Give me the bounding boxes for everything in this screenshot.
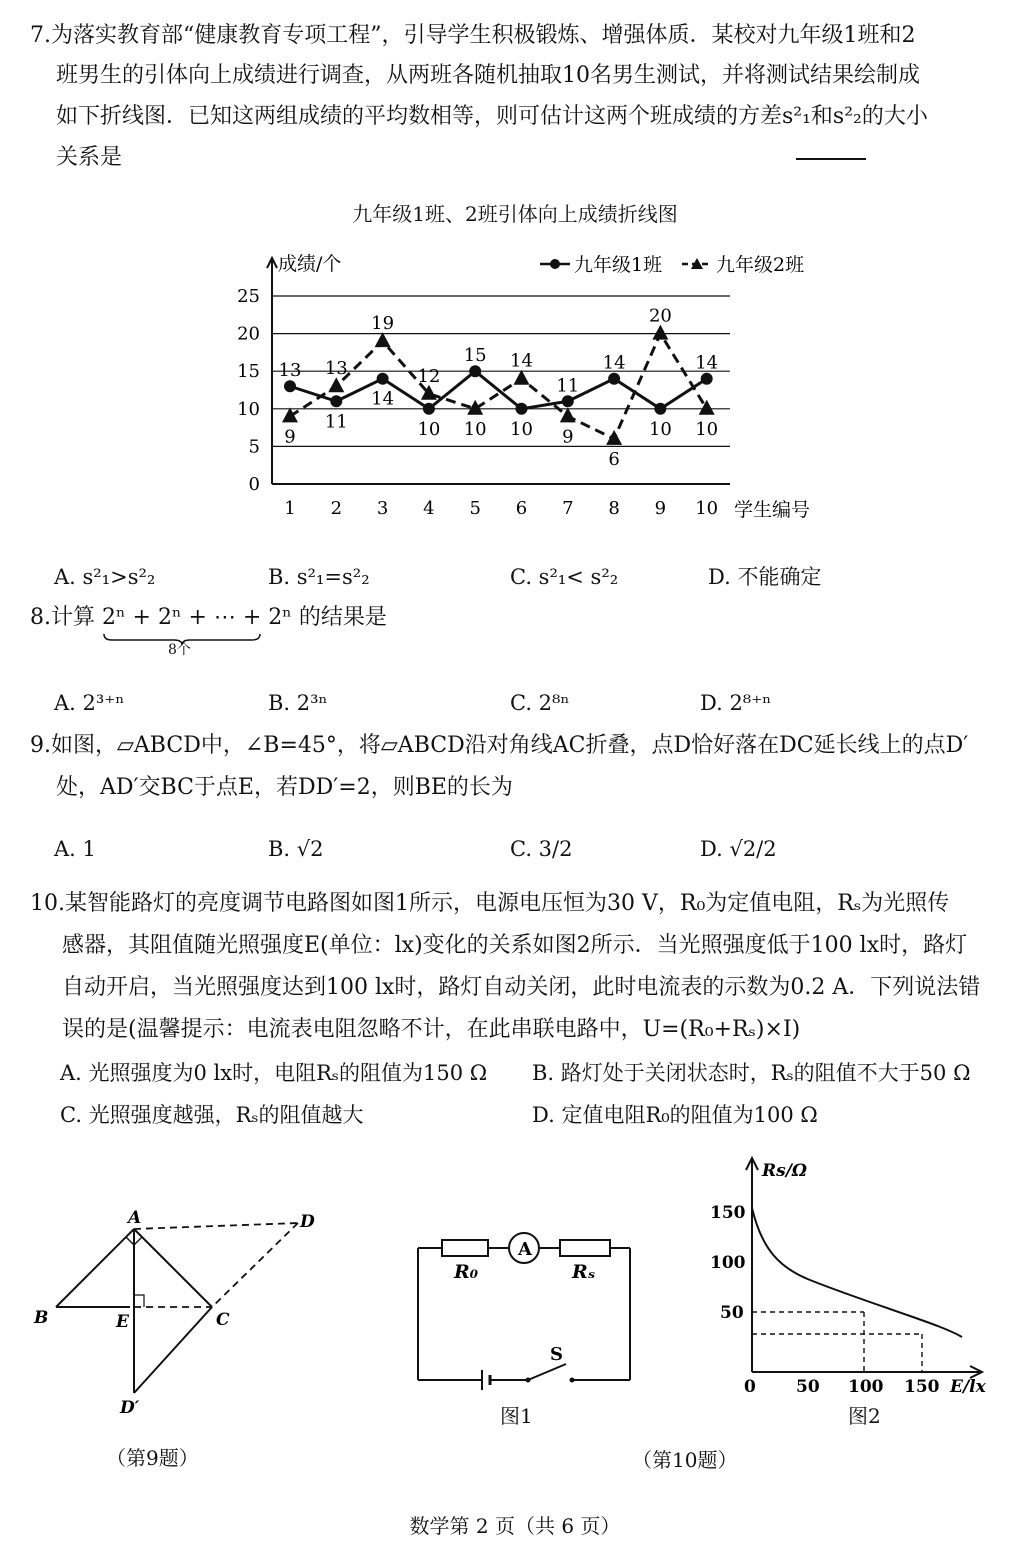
series-2-point <box>514 370 530 385</box>
series-2-data-label: 10 <box>695 418 719 440</box>
x-tick-label: 7 <box>562 498 574 519</box>
line-chart <box>230 240 830 530</box>
q7-option-d[interactable]: D. 不能确定 <box>708 565 822 589</box>
series-2-data-label: 20 <box>648 305 672 327</box>
x-tick-label: 5 <box>469 498 481 519</box>
q8-option-b[interactable]: B. 2³ⁿ <box>268 691 328 715</box>
series-2-data-label: 9 <box>284 426 296 448</box>
y-tick-label: 5 <box>248 436 260 458</box>
q8-expression: 2ⁿ + 2ⁿ + ⋯ + 2ⁿ 8个 <box>102 605 292 658</box>
point-d: D <box>300 1212 315 1232</box>
q10-option-b[interactable]: B. 路灯处于关闭状态时，Rₛ的阻值不大于50 Ω <box>532 1061 971 1085</box>
y-tick-50: 50 <box>720 1303 744 1323</box>
series-1-point <box>377 373 389 385</box>
q7-option-a[interactable]: A. s²₁>s²₂ <box>54 565 156 589</box>
q7-line1: 7.为落实教育部“健康教育专项工程”，引导学生积极锻炼、增强体质．某校对九年级1班和2 <box>30 23 916 48</box>
series-2-point <box>560 407 576 422</box>
series-2-point <box>606 430 622 445</box>
q8-number: 8. <box>30 605 51 630</box>
series-1-data-label: 11 <box>556 375 580 397</box>
series-1-point <box>654 403 666 415</box>
q10-rs-graph <box>700 1150 1000 1400</box>
x-tick-100: 100 <box>848 1377 884 1397</box>
q7-line2: 班男生的引体向上成绩进行调查，从两班各随机抽取10名男生测试，并将测试结果绘制成 <box>56 63 920 88</box>
q8-stem: 8.计算 2ⁿ + 2ⁿ + ⋯ + 2ⁿ 8个 的结果是 <box>30 598 387 638</box>
rs-resistor <box>560 1240 610 1256</box>
right-angle-mark-e <box>134 1295 144 1307</box>
series-1-data-label: 13 <box>278 360 302 382</box>
q9-figure <box>20 1195 340 1425</box>
series-1-data-label: 10 <box>510 418 533 440</box>
x-tick-50: 50 <box>796 1377 820 1397</box>
series-2-data-label: 10 <box>463 418 487 440</box>
switch-label: S <box>550 1344 563 1365</box>
series-2-data-label: 9 <box>562 426 574 448</box>
series-2-point <box>282 407 298 422</box>
point-e: E <box>116 1312 129 1332</box>
x-tick-label: 1 <box>284 498 296 519</box>
fig1-caption: 图1 <box>500 1404 533 1428</box>
rs-label: Rₛ <box>572 1261 596 1283</box>
series-1-data-label: 10 <box>417 418 441 440</box>
q8-option-d[interactable]: D. 2⁸⁺ⁿ <box>700 691 772 715</box>
r0-label: R₀ <box>454 1261 479 1283</box>
q7-line4: 关系是 <box>56 145 123 170</box>
x-tick-150: 150 <box>904 1377 940 1397</box>
q10-line4: 误的是(温馨提示：电流表电阻忽略不计，在此串联电路中，U=(R₀+Rₛ)×I) <box>62 1017 801 1042</box>
series-2-data-label: 13 <box>324 358 348 380</box>
legend-marker-1 <box>550 259 560 269</box>
series-1-data-label: 15 <box>463 345 487 367</box>
series-2-data-label: 12 <box>417 365 441 387</box>
series-1-point <box>423 403 435 415</box>
series-2-point <box>652 325 668 340</box>
q9-option-d[interactable]: D. √2/2 <box>700 837 777 861</box>
q9-option-b[interactable]: B. √2 <box>268 837 324 861</box>
point-c: C <box>216 1310 230 1330</box>
y-tick-label: 0 <box>248 474 260 495</box>
x-tick-label: 4 <box>423 498 435 519</box>
series-1-point <box>562 395 574 407</box>
q10-line1: 10.某智能路灯的亮度调节电路图如图1所示，电源电压恒为30 V，R₀为定值电阻，Rₛ为光照传 <box>30 891 950 916</box>
series-1-point <box>608 373 620 385</box>
legend-label-1: 九年级1班 <box>574 254 663 276</box>
series-1-point <box>330 395 342 407</box>
q9-line2: 处，AD′交BC于点E，若DD′=2，则BE的长为 <box>56 775 513 800</box>
q7-line3: 如下折线图．已知这两组成绩的平均数相等，则可估计这两个班成绩的方差s²₁和s²₂的大小 <box>56 104 928 129</box>
series-1-data-label: 14 <box>371 388 395 410</box>
rs-curve <box>752 1208 962 1337</box>
q9-option-c[interactable]: C. 3/2 <box>510 837 573 861</box>
y-tick-label: 20 <box>237 323 260 345</box>
series-1-data-label: 10 <box>648 418 672 440</box>
series-1-point <box>284 380 296 392</box>
series-1-point <box>469 365 481 377</box>
q9-line1: 9.如图，▱ABCD中，∠B=45°，将▱ABCD沿对角线AC折叠，点D恰好落在DC延长线上的点D′ <box>30 733 969 758</box>
switch <box>528 1364 566 1380</box>
x-tick-label: 9 <box>654 498 667 519</box>
series-1-data-label: 14 <box>695 352 719 374</box>
y-tick-label: 15 <box>237 361 260 383</box>
ammeter-label: A <box>518 1239 532 1260</box>
series-2-data-label: 19 <box>371 313 395 335</box>
legend-label-2: 九年级2班 <box>716 254 805 276</box>
q10-line2: 感器，其阻值随光照强度E(单位：lx)变化的关系如图2所示．当光照强度低于100 lx时，路灯 <box>62 933 968 958</box>
series-1-point <box>701 373 713 385</box>
brace-label: 8个 <box>168 642 191 658</box>
y-tick-label: 25 <box>237 286 260 307</box>
q10-line3: 自动开启，当光照强度达到100 lx时，路灯自动关闭，此时电流表的示数为0.2 A．下列说法错 <box>62 975 981 1000</box>
q8-option-c[interactable]: C. 2⁸ⁿ <box>510 691 570 715</box>
series-2-line <box>290 334 707 439</box>
x-tick-label: 6 <box>515 498 528 519</box>
q10-option-d[interactable]: D. 定值电阻R₀的阻值为100 Ω <box>532 1103 818 1127</box>
series-1-data-label: 14 <box>602 352 626 374</box>
x-axis-label: 学生编号 <box>734 499 811 521</box>
q8-option-a[interactable]: A. 2³⁺ⁿ <box>54 691 125 715</box>
q10-option-a[interactable]: A. 光照强度为0 lx时，电阻Rₛ的阻值为150 Ω <box>60 1061 488 1085</box>
q10-option-c[interactable]: C. 光照强度越强，Rₛ的阻值越大 <box>60 1103 364 1127</box>
series-1-data-label: 11 <box>324 411 348 433</box>
x-tick-label: 10 <box>695 498 719 519</box>
x-tick-label: 8 <box>608 498 620 519</box>
q9-figure-caption: （第9题） <box>106 1446 199 1470</box>
y-tick-100: 100 <box>710 1253 746 1273</box>
answer-blank <box>796 158 866 160</box>
series-2-point <box>375 332 391 347</box>
point-b: B <box>34 1308 49 1328</box>
r0-resistor <box>442 1240 488 1256</box>
q10-number: 10. <box>30 891 65 916</box>
q7-option-b[interactable]: B. s²₁=s²₂ <box>268 565 370 589</box>
q7-number: 7. <box>30 23 51 48</box>
q9-number: 9. <box>30 733 51 758</box>
point-d-prime: D′ <box>120 1398 140 1418</box>
fig2-caption: 图2 <box>848 1404 881 1428</box>
q9-option-a[interactable]: A. 1 <box>54 837 96 861</box>
series-2-data-label: 6 <box>608 448 620 470</box>
x-tick-0: 0 <box>744 1377 756 1397</box>
series-2-data-label: 14 <box>510 350 533 372</box>
y-tick-150: 150 <box>710 1203 746 1223</box>
y-tick-label: 10 <box>237 398 260 420</box>
series-1-line <box>290 371 707 409</box>
series-2-point <box>328 377 344 392</box>
x-tick-label: 2 <box>330 498 343 519</box>
point-a: A <box>128 1208 142 1228</box>
x-tick-label: 3 <box>376 498 389 519</box>
chart-title: 九年级1班、2班引体向上成绩折线图 <box>352 202 678 226</box>
y-axis-label: 成绩/个 <box>278 253 342 275</box>
graph-xlabel: E/lx <box>950 1377 986 1397</box>
page-footer: 数学第 2 页（共 6 页） <box>409 1514 621 1538</box>
q10-circuit <box>400 1220 650 1400</box>
graph-ylabel: Rs/Ω <box>762 1161 808 1181</box>
q10-figure-caption: （第10题） <box>632 1448 738 1472</box>
series-1-point <box>516 403 528 415</box>
q7-option-c[interactable]: C. s²₁< s²₂ <box>510 565 619 589</box>
